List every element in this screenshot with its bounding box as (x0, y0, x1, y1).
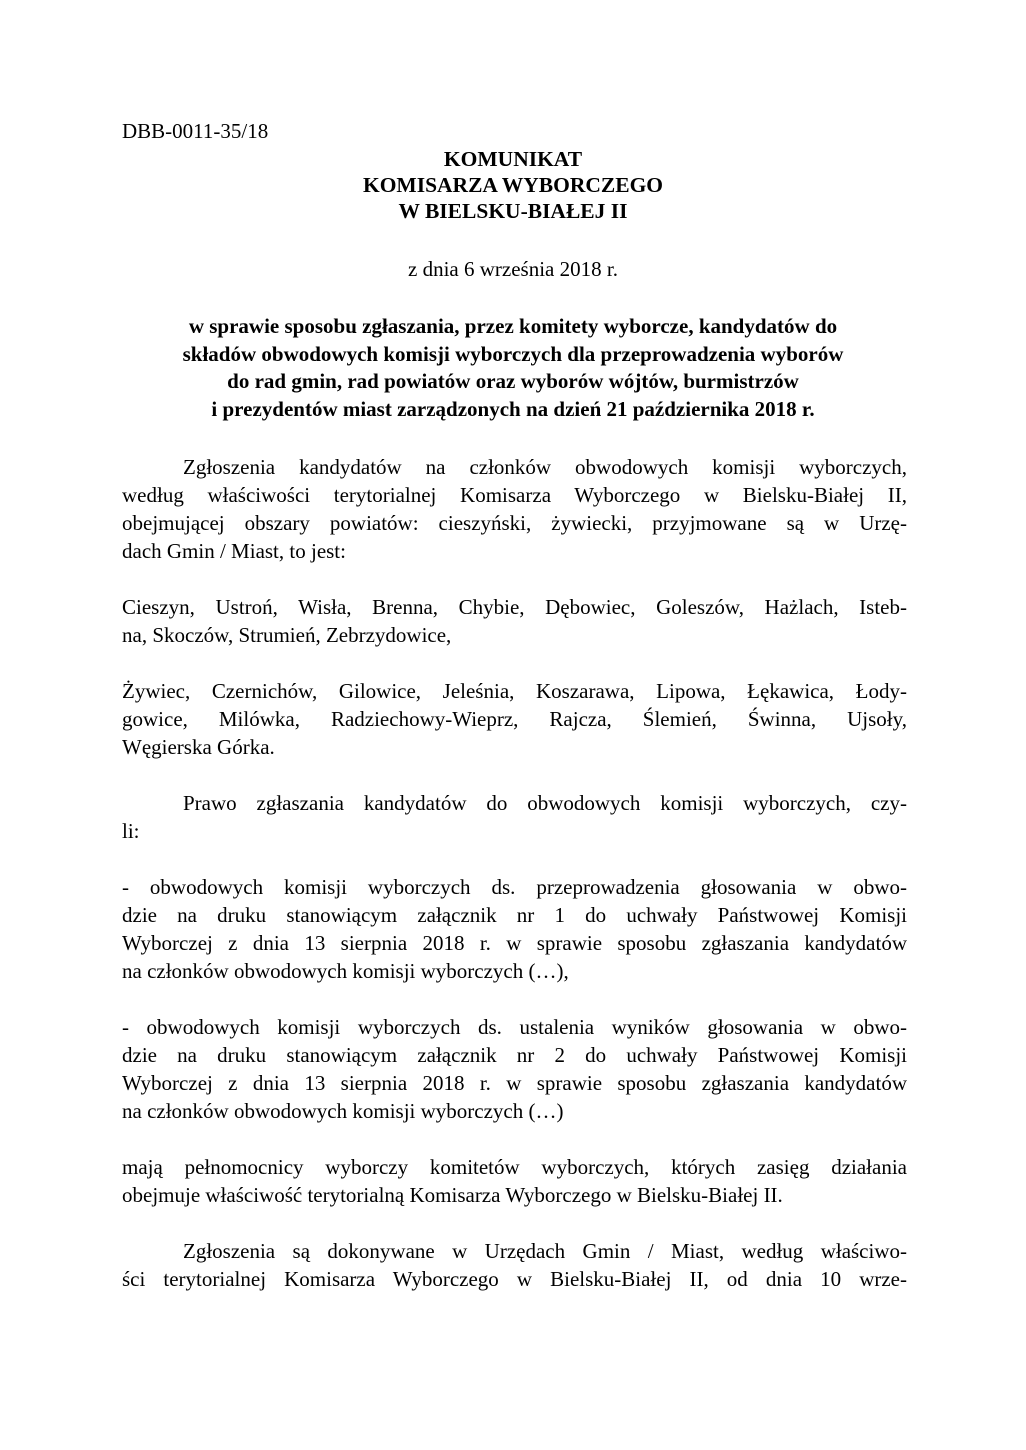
paragraph-line: dach Gmin / Miast, to jest: (122, 539, 346, 563)
subject-line: składów obwodowych komisji wyborczych dla przeprowadzenia wyborów (182, 341, 844, 366)
header-line-title: KOMUNIKAT (443, 147, 583, 171)
subject-line: i prezydentów miast zarządzonych na dzień 21 października 2018 r. (211, 396, 815, 421)
paragraph-cieszyn-municipalities (122, 593, 907, 649)
paragraph-line: Żywiec, Czernichów, Gilowice, Jeleśnia, Koszarawa, Lipowa, Łękawica, Łody- (122, 679, 907, 703)
list-item-results-commissions (122, 1013, 907, 1125)
paragraph-line: Wyborczej z dnia 13 sierpnia 2018 r. w sprawie sposobu zgłaszania kandydatów (122, 1071, 907, 1095)
paragraph-line: Zgłoszenia są dokonywane w Urzędach Gmin / Miast, według właściwo- (183, 1239, 907, 1263)
list-item-voting-commissions (122, 873, 907, 985)
paragraph-line: dzie na druku stanowiącym załącznik nr 1 do uchwały Państwowej Komisji (122, 903, 907, 927)
paragraph-line: na, Skoczów, Strumień, Zebrzydowice, (122, 623, 452, 647)
paragraph-line: obejmuje właściwość terytorialną Komisarza Wyborczego w Bielsku-Białej II. (122, 1183, 783, 1207)
paragraph-line: - obwodowych komisji wyborczych ds. przeprowadzenia głosowania w obwo- (122, 875, 907, 899)
paragraph-line: na członków obwodowych komisji wyborczych (…) (122, 1099, 564, 1123)
subject-line: w sprawie sposobu zgłaszania, przez komitety wyborcze, kandydatów do (188, 314, 838, 338)
paragraph-line: - obwodowych komisji wyborczych ds. ustalenia wyników głosowania w obwo- (122, 1015, 907, 1039)
paragraph-zywiec-municipalities (122, 677, 907, 761)
header-line-authority: KOMISARZA WYBORCZEGO (362, 173, 664, 197)
paragraph-line: ści terytorialnej Komisarza Wyborczego w Bielsku-Białej II, od dnia 10 wrze- (122, 1267, 907, 1291)
header-line-location: W BIELSKU-BIAŁEJ II (398, 199, 628, 223)
document-reference-number: DBB-0011-35/18 (122, 119, 269, 143)
paragraph-line: Zgłoszenia kandydatów na członków obwodowych komisji wyborczych, (183, 455, 907, 479)
subject-line: do rad gmin, rad powiatów oraz wyborów wójtów, burmistrzów (227, 369, 799, 393)
paragraph-line: obejmującej obszary powiatów: cieszyński, żywiecki, przyjmowane są w Urzę- (122, 511, 907, 535)
paragraph-line: Cieszyn, Ustroń, Wisła, Brenna, Chybie, Dębowiec, Goleszów, Hażlach, Isteb- (122, 595, 907, 619)
paragraph-line: Prawo zgłaszania kandydatów do obwodowych komisji wyborczych, czy- (183, 791, 907, 815)
paragraph-line: na członków obwodowych komisji wyborczych (…), (122, 959, 569, 983)
paragraph-proxies (122, 1153, 907, 1209)
paragraph-submission-places (122, 453, 907, 565)
paragraph-line: Wyborczej z dnia 13 sierpnia 2018 r. w sprawie sposobu zgłaszania kandydatów (122, 931, 907, 955)
paragraph-right-to-submit (122, 789, 907, 845)
document-header (0, 146, 1026, 224)
paragraph-line: mają pełnomocnicy wyborczy komitetów wyborczych, których zasięg działania (122, 1155, 907, 1179)
paragraph-line: li: (122, 819, 140, 843)
document-date: z dnia 6 września 2018 r. (408, 257, 618, 281)
paragraph-submission-dates (122, 1237, 907, 1293)
paragraph-line: Węgierska Górka. (122, 735, 275, 759)
paragraph-line: według właściwości terytorialnej Komisarza Wyborczego w Bielsku-Białej II, (122, 483, 907, 507)
document-subject (0, 313, 1026, 423)
paragraph-line: gowice, Milówka, Radziechowy-Wieprz, Rajcza, Ślemień, Świnna, Ujsoły, (122, 707, 907, 731)
paragraph-line: dzie na druku stanowiącym załącznik nr 2 do uchwały Państwowej Komisji (122, 1043, 907, 1067)
